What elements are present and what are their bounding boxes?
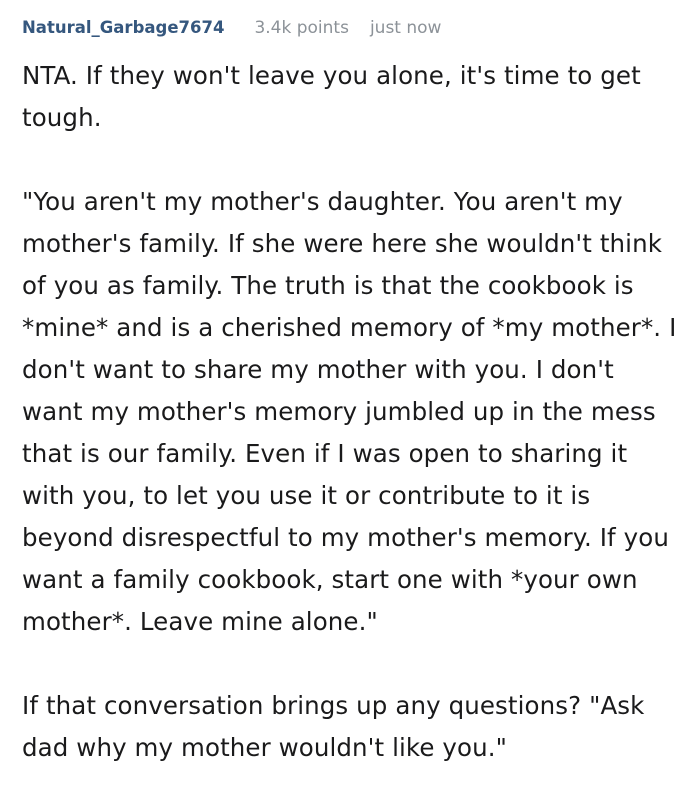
comment-paragraph: If that conversation brings up any questions? "Ask dad why my mother wouldn't like you.": [22, 691, 645, 762]
comment-paragraph: NTA. If they won't leave you alone, it's time to get tough.: [22, 61, 641, 132]
username-link[interactable]: Natural_Garbage7674: [22, 18, 225, 37]
comment-paragraph: "You aren't my mother's daughter. You aren't my mother's family. If she were here she wouldn't think of you as family. The truth is that the cookbook is *mine* and is a cherished memory of *my mother*. I don't want to share my mother with you. I don't want my mother's memory jumbled up in the mess that is our family. Even if I was open to sharing it with you, to let you use it or contribute to it is beyond disrespectful to my mother's memory. If you want a family cookbook, start one with *your own mother*. Leave mine alone.": [22, 187, 677, 636]
points-count: 3.4k points: [254, 18, 349, 38]
comment-meta: [22, 18, 682, 44]
timestamp: just now: [369, 18, 442, 38]
comment-body: [22, 55, 682, 769]
comment: [22, 18, 682, 769]
